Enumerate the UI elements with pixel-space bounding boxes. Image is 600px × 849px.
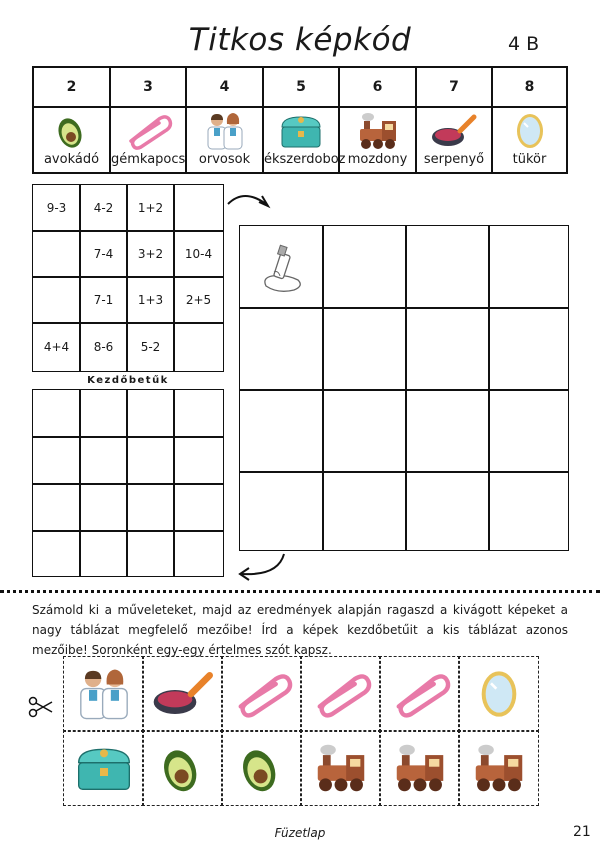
paperclip-icon (111, 110, 185, 152)
operation-cell: 7-4 (79, 230, 128, 278)
grade-label: 4 B (508, 33, 540, 55)
cutout-card[interactable] (458, 656, 539, 732)
paperclip-icon (388, 669, 452, 719)
picture-cell[interactable] (405, 225, 490, 309)
operation-cell: 4+4 (32, 322, 81, 372)
legend-column (187, 68, 264, 172)
operation-cell: 3+2 (126, 230, 175, 278)
picture-cell[interactable] (405, 389, 490, 473)
doctors-icon (187, 110, 262, 152)
picture-cell[interactable] (488, 225, 569, 309)
locomotive-icon (468, 742, 530, 794)
legend-column (493, 68, 566, 172)
glue-stick-icon (258, 240, 306, 294)
legend-column (34, 68, 111, 172)
cutout-card[interactable] (63, 656, 144, 732)
picture-cell[interactable] (405, 471, 490, 551)
operation-cell (32, 230, 81, 278)
arrow-left-icon (232, 552, 288, 582)
page-number: 21 (573, 824, 591, 840)
initials-cell[interactable] (32, 530, 81, 577)
scissors-icon (28, 696, 54, 718)
mirror-icon (493, 110, 566, 152)
picture-cell[interactable] (239, 225, 324, 309)
operation-cell: 1+3 (126, 276, 175, 324)
avocado-icon (234, 740, 290, 796)
frying-pan-icon (151, 666, 215, 722)
legend-number: 8 (493, 68, 566, 108)
picture-cell[interactable] (239, 389, 324, 473)
picture-cell[interactable] (322, 225, 407, 309)
picture-cell[interactable] (405, 307, 490, 391)
initials-cell[interactable] (173, 530, 224, 577)
picture-cell[interactable] (239, 307, 324, 391)
cutout-card[interactable] (379, 656, 460, 732)
cut-separator (0, 590, 600, 593)
cutout-card[interactable] (142, 656, 223, 732)
legend-word: mozdony (347, 152, 408, 167)
mirror-icon (475, 663, 523, 725)
operation-cell (173, 184, 224, 232)
initials-cell[interactable] (32, 436, 81, 485)
arrow-right-icon (224, 190, 274, 214)
cutout-card[interactable] (458, 730, 539, 806)
legend-column (111, 68, 187, 172)
operations-grid (32, 184, 224, 372)
legend-table (32, 66, 568, 174)
initials-cell[interactable] (79, 483, 128, 532)
legend-number: 2 (34, 68, 109, 108)
operation-cell (173, 322, 224, 372)
operation-cell: 2+5 (173, 276, 224, 324)
operation-cell: 9-3 (32, 184, 81, 232)
legend-column (264, 68, 346, 172)
jewelry-box-icon (264, 110, 338, 152)
initials-cell[interactable] (126, 530, 175, 577)
jewelry-box-icon (72, 741, 136, 795)
cutout-card[interactable] (221, 730, 302, 806)
legend-number: 7 (417, 68, 491, 108)
cutout-card[interactable] (379, 730, 460, 806)
picture-cell[interactable] (322, 389, 407, 473)
locomotive-icon (389, 742, 451, 794)
legend-word: serpenyő (423, 152, 485, 167)
initials-cell[interactable] (79, 436, 128, 485)
initials-cell[interactable] (126, 483, 175, 532)
picture-cell[interactable] (488, 307, 569, 391)
operation-cell: 10-4 (173, 230, 224, 278)
picture-cell[interactable] (488, 389, 569, 473)
doctors-icon (74, 664, 134, 724)
cutout-card[interactable] (63, 730, 144, 806)
initials-cell[interactable] (79, 530, 128, 577)
paperclip-icon (309, 669, 373, 719)
operation-cell: 1+2 (126, 184, 175, 232)
initials-cell[interactable] (126, 436, 175, 485)
initials-cell[interactable] (173, 436, 224, 485)
locomotive-icon (340, 110, 415, 152)
operation-cell: 5-2 (126, 322, 175, 372)
legend-word: ékszerdoboz (264, 152, 346, 167)
picture-cell[interactable] (322, 471, 407, 551)
legend-number: 6 (340, 68, 415, 108)
operation-cell: 8-6 (79, 322, 128, 372)
operation-cell: 4-2 (79, 184, 128, 232)
legend-word: avokádó (43, 152, 100, 167)
legend-column (417, 68, 493, 172)
avocado-icon (155, 740, 211, 796)
legend-word: orvosok (198, 152, 251, 167)
operation-cell: 7-1 (79, 276, 128, 324)
frying-pan-icon (417, 110, 491, 152)
cutout-pictures (63, 656, 543, 806)
paperclip-icon (230, 669, 294, 719)
initials-cell[interactable] (32, 483, 81, 532)
initials-cell[interactable] (126, 389, 175, 438)
legend-number: 3 (111, 68, 185, 108)
initials-cell[interactable] (173, 389, 224, 438)
initials-cell[interactable] (32, 389, 81, 438)
cutout-card[interactable] (300, 656, 381, 732)
initials-cell[interactable] (79, 389, 128, 438)
instructions-text: Számold ki a műveleteket, majd az eredmények alapján ragaszd a kivágott képeket a nagy táblázat megfelelő mezőibe! Írd a képek kezdőbetűit a kis táblázat azonos mezőibe! Soronként egy-egy értelmes szót kapsz. (32, 603, 568, 657)
initials-label: Kezdőbetűk (87, 375, 169, 386)
page-title: Titkos képkód (188, 22, 412, 58)
initials-grid (32, 389, 224, 577)
operation-cell (32, 276, 81, 324)
picture-cell[interactable] (488, 471, 569, 551)
legend-word: gémkapocs (111, 152, 186, 167)
legend-number: 5 (264, 68, 338, 108)
locomotive-icon (310, 742, 372, 794)
picture-cell[interactable] (239, 471, 324, 551)
footer-label: Füzetlap (274, 826, 326, 840)
legend-column (340, 68, 417, 172)
cutout-card[interactable] (142, 730, 223, 806)
initials-cell[interactable] (173, 483, 224, 532)
cutout-card[interactable] (221, 656, 302, 732)
picture-cell[interactable] (322, 307, 407, 391)
legend-number: 4 (187, 68, 262, 108)
cutout-card[interactable] (300, 730, 381, 806)
avocado-icon (34, 110, 109, 152)
picture-grid (239, 225, 569, 551)
legend-word: tükör (512, 152, 547, 167)
